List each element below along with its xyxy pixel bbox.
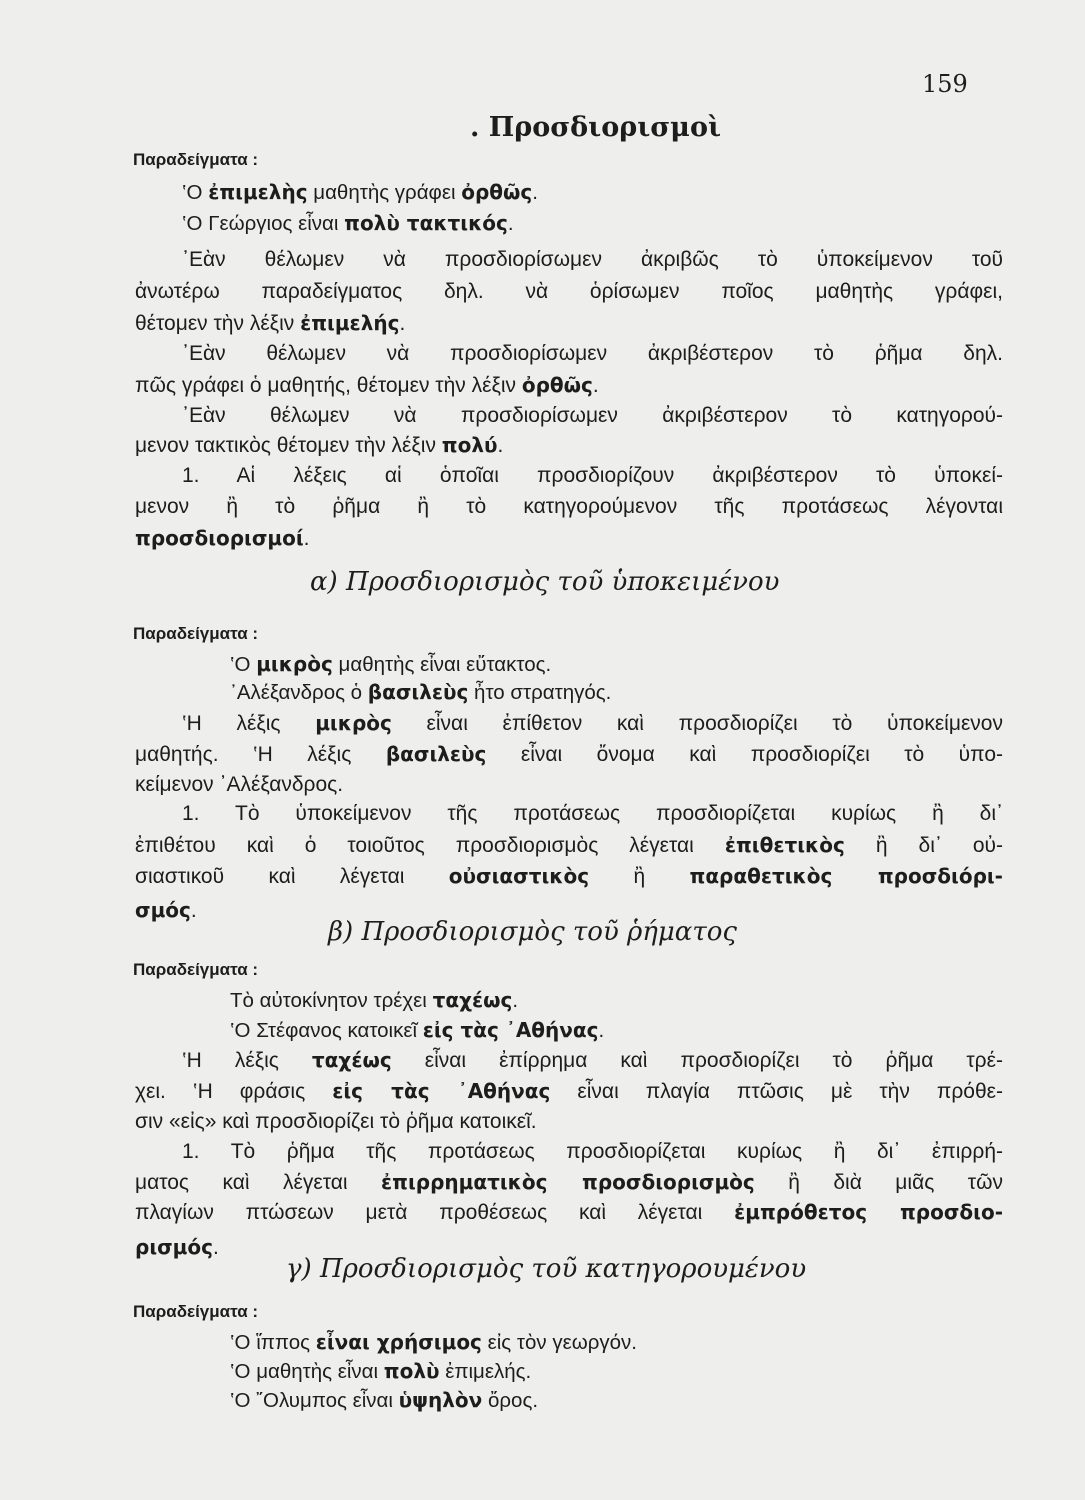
rule-line: σιαστικοῦ καὶ λέγεται οὐσιαστικὸς ἢ παραθετικὸς προσδιόρι- <box>135 864 1003 888</box>
text-line: ‛Η λέξις ταχέως εἶναι ἐπίρρημα καὶ προσδιορίζει τὸ ῥῆμα τρέ- <box>182 1048 1003 1072</box>
rule-line: σμός. <box>135 898 197 922</box>
text-line: ἀνωτέρω παραδείγματος δηλ. νὰ ὁρίσωμεν ποῖος μαθητὴς γράφει, <box>135 280 1003 303</box>
text-line: κείμενον ᾿Αλέξανδρος. <box>135 773 344 796</box>
examples-label: Παραδείγματα : <box>133 150 259 169</box>
text-line: ‛Η λέξις μικρὸς εἶναι ἐπίθετον καὶ προσδιορίζει τὸ ὑποκείμενον <box>182 711 1003 735</box>
example-line: ‛Ο ἐπιμελὴς μαθητὴς γράφει ὀρθῶς. <box>182 180 538 204</box>
section-b-heading: β) Προσδιορισμὸς τοῦ ῥήματος <box>328 917 737 947</box>
section-a-heading: α) Προσδιορισμὸς τοῦ ὑποκειμένου <box>310 567 780 597</box>
text-line: θέτομεν τὴν λέξιν ἐπιμελής. <box>135 311 406 335</box>
example-line: ‛Ο Στέφανος κατοικεῖ εἰς τὰς ᾿Αθήνας. <box>230 1018 605 1042</box>
example-line: ᾿Αλέξανδρος ὁ βασιλεὺς ἦτο στρατηγός. <box>230 680 612 704</box>
section-c-heading: γ) Προσδιορισμὸς τοῦ κατηγορουμένου <box>286 1254 807 1284</box>
text-line: ᾿Εὰν θέλωμεν νὰ προσδιορίσωμεν ἀκριβέστερον τὸ ῥῆμα δηλ. <box>182 342 1003 365</box>
page-title: . Προσδιορισμοὶ <box>470 112 722 143</box>
rule-line: πλαγίων πτώσεων μετὰ προθέσεως καὶ λέγεται ἐμπρόθετος προσδιο- <box>135 1200 1003 1224</box>
example-line: ‛Ο ἵππος εἶναι χρήσιμος εἰς τὸν γεωργόν. <box>230 1330 637 1354</box>
text-line: ᾿Εὰν θέλωμεν νὰ προσδιορίσωμεν ἀκριβέστερον τὸ κατηγορού- <box>182 404 1003 427</box>
text-line: μαθητής. ‛Η λέξις βασιλεὺς εἶναι ὄνομα καὶ προσδιορίζει τὸ ὑπο- <box>135 742 1003 766</box>
text-line: σιν «εἰς» καὶ προσδιορίζει τὸ ῥῆμα κατοικεῖ. <box>135 1110 537 1133</box>
text-line: ᾿Εὰν θέλωμεν νὰ προσδιορίσωμεν ἀκριβῶς τὸ ὑποκείμενον τοῦ <box>182 248 1003 271</box>
examples-label: Παραδείγματα : <box>133 960 259 979</box>
text-line: πῶς γράφει ὁ μαθητής, θέτομεν τὴν λέξιν ὀρθῶς. <box>135 373 599 397</box>
rule-line: προσδιορισμοί. <box>135 526 310 550</box>
rule-line: ματος καὶ λέγεται ἐπιρρηματικὸς προσδιορισμὸς ἢ διὰ μιᾶς τῶν <box>135 1170 1003 1194</box>
examples-label: Παραδείγματα : <box>133 1302 259 1321</box>
rule-line: μενον ἢ τὸ ῥῆμα ἢ τὸ κατηγορούμενον τῆς προτάσεως λέγονται <box>135 495 1003 518</box>
rule-line: 1. Τὸ ὑποκείμενον τῆς προτάσεως προσδιορίζεται κυρίως ἢ δι᾿ <box>182 802 1003 825</box>
examples-label: Παραδείγματα : <box>133 624 259 643</box>
text-line: μενον τακτικὸς θέτομεν τὴν λέξιν πολύ. <box>135 433 504 457</box>
page-number: 159 <box>922 70 968 98</box>
example-line: ‛Ο μαθητὴς εἶναι πολὺ ἐπιμελής. <box>230 1359 532 1383</box>
example-line: ‛Ο μικρὸς μαθητὴς εἶναι εὔτακτος. <box>230 652 552 676</box>
rule-line: 1. Τὸ ῥῆμα τῆς προτάσεως προσδιορίζεται κυρίως ἢ δι᾿ ἐπιρρή- <box>182 1140 1003 1163</box>
rule-line: ρισμός. <box>135 1235 219 1259</box>
example-line: ‛Ο Γεώργιος εἶναι πολὺ τακτικός. <box>182 211 514 235</box>
example-line: ‛Ο ῎Ολυμπος εἶναι ὑψηλὸν ὄρος. <box>230 1388 539 1412</box>
rule-line: 1. Αἱ λέξεις αἱ ὁποῖαι προσδιορίζουν ἀκριβέστερον τὸ ὑποκεί- <box>182 464 1003 487</box>
text-line: χει. ‛Η φράσις εἰς τὰς ᾿Αθήνας εἶναι πλαγία πτῶσις μὲ τὴν πρόθε- <box>135 1079 1003 1103</box>
rule-line: ἐπιθέτου καὶ ὁ τοιοῦτος προσδιορισμὸς λέγεται ἐπιθετικὸς ἢ δι᾿ οὐ- <box>135 833 1003 857</box>
example-line: Τὸ αὐτοκίνητον τρέχει ταχέως. <box>230 988 519 1012</box>
